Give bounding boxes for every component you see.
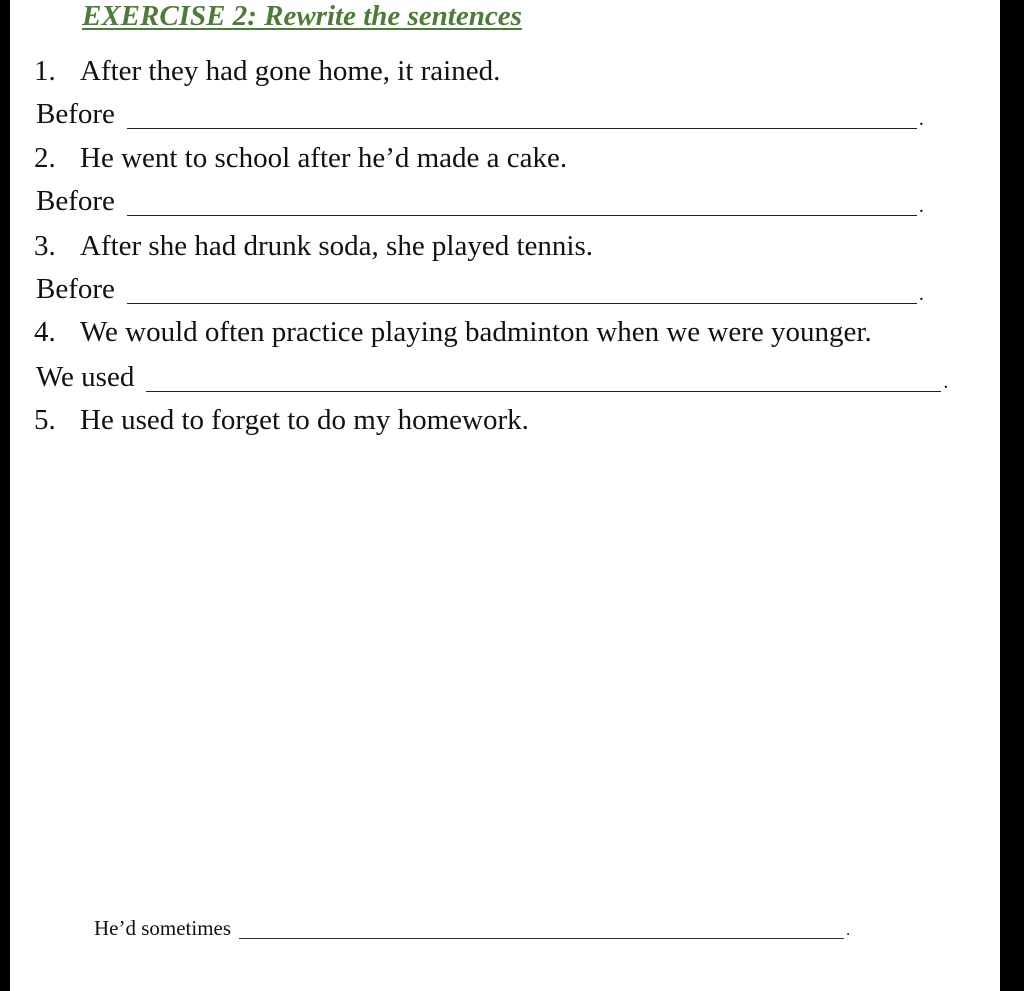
sentence-2: [34, 144, 567, 173]
answer-row-1: [36, 100, 924, 129]
answer-end-5: .: [846, 922, 851, 939]
answer-end-1: .: [918, 108, 924, 130]
answer-end-3: .: [918, 283, 924, 305]
answer-prompt-3: Before: [36, 273, 115, 305]
exercise-title: EXERCISE 2: Rewrite the sentences: [82, 0, 522, 32]
answer-prompt-1: Before: [36, 98, 115, 130]
item-number-2: 2.: [34, 142, 56, 174]
sentence-3: [34, 232, 593, 261]
item-number-5: 5.: [34, 404, 56, 436]
answer-row-4: [36, 363, 948, 392]
item-number-1: 1.: [34, 55, 56, 87]
sentence-text-5: He used to forget to do my homework.: [80, 404, 529, 436]
item-number-3: 3.: [34, 230, 56, 262]
sentence-text-2: He went to school after he’d made a cake.: [80, 142, 568, 174]
answer-row-3: [36, 275, 924, 304]
answer-end-4: .: [943, 371, 949, 393]
sentence-text-4: We would often practice playing badminton when we were younger.: [80, 316, 872, 348]
sentence-4: [34, 318, 872, 347]
sentence-1: [34, 57, 500, 86]
answer-row-2: [36, 187, 924, 216]
answer-blank-4[interactable]: [146, 369, 941, 392]
sentence-5: [34, 406, 529, 435]
answer-prompt-5: He’d sometimes: [94, 916, 232, 940]
answer-blank-3[interactable]: [127, 281, 917, 304]
answer-blank-1[interactable]: [127, 106, 917, 129]
answer-end-2: .: [918, 195, 924, 217]
answer-prompt-2: Before: [36, 185, 115, 217]
sentence-text-3: After she had drunk soda, she played tennis.: [80, 230, 594, 262]
worksheet-page: [10, 0, 1000, 991]
item-number-4: 4.: [34, 316, 56, 348]
answer-blank-5[interactable]: [239, 922, 844, 939]
answer-row-5: [94, 918, 850, 939]
sentence-text-1: After they had gone home, it rained.: [80, 55, 501, 87]
answer-blank-2[interactable]: [127, 193, 917, 216]
answer-prompt-4: We used: [36, 361, 135, 393]
